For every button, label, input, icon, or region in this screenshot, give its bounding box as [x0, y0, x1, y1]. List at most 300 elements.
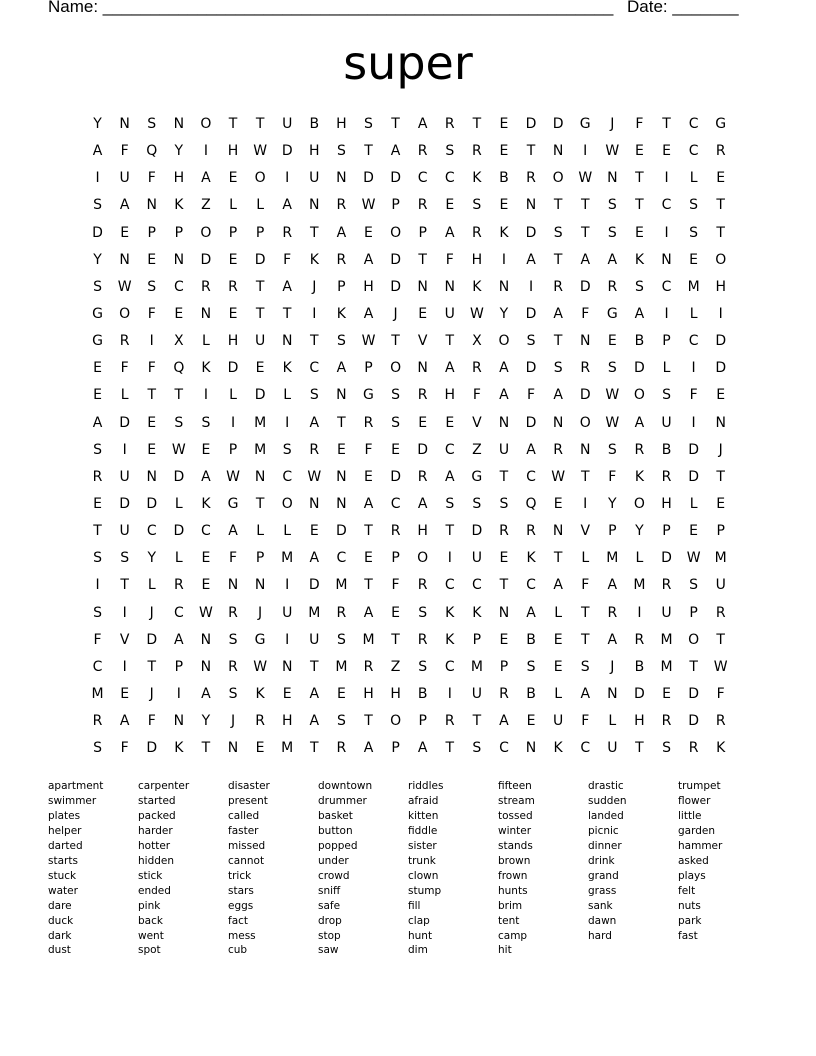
word-item: crowd: [318, 869, 350, 882]
grid-letter: I: [95, 577, 100, 594]
grid-letter: N: [173, 116, 185, 132]
grid-letter: T: [147, 658, 157, 675]
grid-letter: I: [528, 278, 534, 295]
grid-letter: D: [634, 685, 645, 702]
grid-letter: K: [201, 495, 211, 512]
grid-letter: T: [445, 523, 455, 540]
word-item: clap: [408, 914, 430, 927]
word-item: nuts: [678, 899, 701, 912]
grid-letter: T: [580, 197, 590, 214]
grid-letter: E: [93, 360, 102, 377]
grid-row: [84, 168, 734, 195]
grid-letter: D: [552, 116, 564, 132]
grid-letter: P: [391, 740, 400, 757]
grid-letter: R: [444, 713, 455, 730]
grid-letter: S: [418, 658, 428, 675]
grid-letter: U: [119, 523, 130, 540]
grid-letter: A: [309, 414, 320, 431]
grid-letter: T: [580, 224, 590, 241]
grid-letter: R: [255, 713, 265, 730]
grid-letter: I: [203, 387, 208, 404]
grid-letter: F: [147, 170, 156, 187]
grid-letter: N: [607, 170, 618, 187]
grid-letter: E: [93, 495, 102, 512]
grid-letter: C: [201, 523, 211, 540]
grid-letter: K: [553, 740, 563, 757]
grid-letter: U: [119, 468, 130, 485]
grid-letter: R: [580, 360, 591, 377]
grid-letter: G: [92, 333, 103, 350]
grid-letter: M: [335, 658, 348, 675]
grid-letter: T: [553, 197, 563, 214]
grid-letter: T: [364, 577, 373, 594]
grid-letter: T: [364, 143, 373, 160]
grid-letter: D: [390, 468, 401, 485]
grid-letter: L: [174, 495, 183, 512]
grid-letter: S: [391, 387, 401, 404]
grid-letter: A: [444, 468, 455, 485]
grid-letter: D: [525, 414, 537, 431]
grid-letter: S: [689, 197, 699, 214]
grid-letter: A: [92, 143, 103, 160]
grid-letter: O: [417, 550, 429, 567]
grid-letter: U: [471, 550, 482, 567]
grid-letter: B: [634, 333, 645, 350]
grid-letter: O: [200, 224, 212, 241]
grid-row: [84, 331, 734, 358]
grid-letter: M: [335, 577, 348, 594]
grid-row: [84, 657, 734, 684]
grid-letter: R: [471, 224, 482, 241]
grid-letter: I: [691, 414, 696, 431]
grid-letter: A: [499, 387, 509, 404]
word-item: back: [138, 914, 163, 927]
grid-letter: D: [688, 468, 699, 485]
grid-letter: N: [119, 116, 130, 132]
grid-letter: E: [391, 441, 400, 458]
grid-letter: A: [92, 414, 103, 431]
grid-letter: D: [146, 740, 158, 757]
grid-letter: N: [227, 577, 239, 594]
page-title: super: [343, 36, 473, 90]
grid-letter: K: [336, 305, 346, 322]
grid-letter: C: [444, 170, 455, 187]
word-item: brim: [498, 899, 523, 912]
grid-letter: T: [472, 116, 482, 132]
grid-letter: C: [661, 197, 672, 214]
grid-letter: V: [417, 333, 428, 350]
grid-letter: A: [282, 197, 292, 214]
grid-letter: L: [608, 713, 617, 730]
grid-letter: E: [120, 685, 130, 702]
word-item: plates: [48, 809, 81, 822]
grid-letter: D: [363, 170, 374, 187]
word-column: [228, 779, 318, 958]
grid-letter: H: [661, 495, 672, 512]
grid-letter: D: [715, 360, 727, 377]
grid-letter: C: [92, 658, 103, 675]
grid-letter: Z: [390, 658, 401, 675]
grid-letter: A: [607, 631, 618, 648]
grid-letter: P: [472, 631, 482, 648]
grid-letter: T: [526, 143, 536, 160]
grid-letter: E: [336, 441, 346, 458]
grid-letter: E: [553, 658, 563, 675]
grid-letter: L: [147, 577, 156, 594]
grid-letter: E: [499, 631, 509, 648]
grid-letter: P: [662, 523, 671, 540]
grid-letter: R: [417, 197, 428, 214]
grid-letter: F: [716, 685, 725, 702]
grid-letter: I: [583, 143, 588, 160]
grid-letter: M: [714, 550, 727, 567]
grid-letter: D: [688, 713, 699, 730]
word-item: clown: [408, 869, 439, 882]
grid-letter: W: [307, 468, 322, 485]
grid-letter: R: [471, 143, 482, 160]
word-item: under: [318, 854, 349, 867]
grid-letter: S: [607, 197, 617, 214]
grid-letter: S: [607, 224, 617, 241]
grid-letter: K: [255, 685, 265, 702]
grid-letter: E: [147, 414, 157, 431]
grid-letter: L: [229, 197, 237, 214]
grid-letter: L: [229, 387, 237, 404]
word-item: pink: [138, 899, 161, 912]
grid-letter: R: [444, 116, 455, 132]
grid-letter: T: [255, 278, 265, 295]
grid-letter: Y: [201, 713, 211, 730]
grid-letter: S: [364, 116, 373, 132]
grid-letter: C: [580, 740, 591, 757]
grid-letter: P: [228, 441, 238, 458]
grid-letter: U: [254, 333, 266, 350]
word-column: [408, 779, 498, 958]
word-item: cub: [228, 944, 248, 957]
grid-letter: K: [309, 251, 319, 268]
grid-letter: N: [715, 414, 726, 431]
grid-letter: E: [445, 414, 455, 431]
grid-letter: A: [282, 278, 292, 295]
grid-letter: O: [688, 631, 700, 648]
grid-letter: R: [417, 631, 428, 648]
grid-letter: S: [662, 387, 671, 404]
grid-letter: E: [391, 604, 400, 621]
grid-letter: Y: [93, 251, 102, 268]
word-item: hunt: [408, 929, 433, 942]
word-item: duck: [48, 914, 74, 927]
grid-letter: C: [471, 577, 482, 594]
grid-letter: S: [93, 604, 102, 621]
grid-letter: H: [634, 713, 645, 730]
grid-letter: S: [201, 414, 211, 431]
grid-letter: L: [554, 685, 563, 702]
grid-letter: X: [472, 333, 482, 350]
grid-letter: E: [634, 224, 644, 241]
grid-letter: E: [93, 387, 102, 404]
grid-letter: G: [579, 116, 591, 132]
grid-letter: X: [174, 333, 184, 350]
grid-letter: N: [254, 577, 266, 594]
grid-letter: E: [689, 523, 699, 540]
grid-letter: E: [255, 740, 265, 757]
grid-letter: P: [716, 523, 725, 540]
grid-letter: F: [147, 360, 156, 377]
grid-row: [84, 467, 734, 494]
grid-letter: S: [553, 360, 563, 377]
grid-letter: S: [120, 550, 130, 567]
grid-letter: J: [149, 604, 154, 621]
grid-letter: P: [255, 224, 265, 241]
grid-letter: S: [499, 495, 509, 512]
grid-letter: K: [472, 170, 482, 187]
word-item: stands: [498, 839, 533, 852]
grid-letter: N: [281, 658, 293, 675]
grid-letter: F: [228, 550, 238, 567]
word-item: hunts: [498, 884, 528, 897]
word-item: spot: [138, 944, 161, 957]
grid-letter: B: [526, 631, 536, 648]
grid-letter: I: [664, 170, 669, 187]
grid-letter: J: [312, 278, 317, 295]
grid-letter: W: [117, 278, 132, 295]
word-item: stop: [318, 929, 341, 942]
grid-letter: W: [551, 468, 566, 485]
grid-letter: W: [686, 550, 701, 567]
grid-letter: T: [255, 305, 265, 322]
grid-letter: S: [147, 116, 157, 132]
grid-letter: M: [362, 631, 375, 648]
grid-letter: I: [285, 631, 290, 648]
grid-letter: E: [120, 224, 130, 241]
grid-letter: U: [282, 604, 293, 621]
word-item: sudden: [588, 794, 627, 807]
grid-letter: A: [363, 604, 374, 621]
word-item: dark: [48, 929, 72, 942]
grid-letter: S: [93, 197, 102, 214]
grid-letter: R: [228, 604, 238, 621]
grid-letter: B: [499, 170, 509, 187]
grid-letter: N: [498, 414, 510, 431]
grid-letter: F: [635, 116, 644, 132]
grid-letter: P: [418, 224, 427, 241]
grid-letter: K: [499, 224, 509, 241]
grid-letter: R: [499, 523, 509, 540]
grid-letter: N: [173, 251, 185, 268]
grid-letter: E: [364, 550, 373, 567]
grid-letter: D: [254, 251, 266, 268]
grid-letter: K: [472, 278, 482, 295]
grid-letter: M: [660, 631, 673, 648]
grid-row: [84, 413, 734, 440]
word-item: dust: [48, 944, 71, 957]
word-column: [588, 779, 678, 958]
grid-letter: A: [607, 251, 618, 268]
grid-letter: D: [281, 143, 293, 160]
grid-row: [84, 440, 734, 467]
grid-letter: L: [689, 305, 698, 322]
grid-letter: P: [228, 224, 238, 241]
grid-letter: N: [173, 713, 185, 730]
grid-letter: R: [92, 713, 103, 730]
word-item: safe: [318, 899, 341, 912]
grid-row: [84, 738, 734, 765]
grid-letter: B: [661, 441, 672, 458]
grid-row: [84, 385, 734, 412]
grid-letter: U: [444, 305, 455, 322]
grid-letter: I: [583, 495, 588, 512]
grid-letter: S: [336, 143, 346, 160]
grid-letter: R: [363, 658, 374, 675]
word-item: drop: [318, 914, 342, 927]
grid-letter: I: [95, 170, 100, 187]
grid-letter: T: [689, 658, 698, 675]
grid-letter: T: [310, 658, 319, 675]
grid-letter: L: [174, 550, 183, 567]
grid-letter: T: [553, 251, 563, 268]
grid-letter: A: [228, 523, 238, 540]
word-item: water: [48, 884, 78, 897]
grid-letter: A: [363, 740, 374, 757]
grid-letter: S: [634, 278, 644, 295]
grid-letter: T: [337, 414, 346, 431]
grid-letter: Z: [472, 441, 482, 458]
word-item: trunk: [408, 854, 436, 867]
grid-letter: D: [390, 251, 401, 268]
grid-letter: T: [445, 740, 455, 757]
grid-letter: I: [230, 414, 236, 431]
grid-letter: L: [202, 333, 210, 350]
grid-letter: A: [553, 305, 563, 322]
grid-letter: N: [146, 468, 157, 485]
grid-letter: Y: [93, 116, 102, 132]
grid-letter: D: [173, 523, 185, 540]
grid-letter: D: [634, 360, 645, 377]
grid-letter: H: [363, 278, 374, 295]
grid-letter: L: [581, 550, 590, 567]
grid-letter: S: [472, 197, 482, 214]
grid-letter: K: [201, 360, 211, 377]
grid-letter: Q: [173, 360, 185, 377]
grid-letter: I: [176, 685, 181, 702]
grid-letter: C: [173, 278, 184, 295]
grid-letter: O: [254, 170, 266, 187]
grid-letter: S: [336, 631, 346, 648]
grid-letter: E: [201, 441, 211, 458]
grid-letter: R: [661, 577, 672, 594]
grid-letter: C: [688, 116, 699, 132]
grid-letter: T: [310, 333, 319, 350]
grid-letter: Y: [147, 550, 157, 567]
word-item: darted: [48, 839, 83, 852]
grid-letter: S: [418, 604, 428, 621]
grid-letter: N: [579, 441, 591, 458]
grid-letter: T: [662, 116, 671, 132]
word-item: popped: [318, 839, 358, 852]
grid-letter: N: [607, 685, 618, 702]
grid-letter: D: [308, 577, 320, 594]
grid-letter: S: [336, 333, 346, 350]
grid-letter: G: [363, 387, 374, 404]
grid-letter: U: [661, 604, 672, 621]
grid-letter: W: [469, 305, 484, 322]
grid-letter: D: [119, 495, 131, 512]
grid-letter: S: [336, 713, 346, 730]
grid-letter: A: [363, 305, 374, 322]
grid-letter: T: [580, 631, 590, 648]
grid-letter: V: [472, 414, 482, 431]
grid-letter: T: [499, 468, 509, 485]
grid-letter: D: [390, 170, 401, 187]
grid-letter: F: [120, 143, 129, 160]
grid-letter: W: [253, 658, 268, 675]
grid-letter: R: [688, 740, 699, 757]
grid-letter: E: [716, 495, 726, 512]
grid-letter: N: [661, 251, 672, 268]
grid-letter: D: [525, 360, 537, 377]
grid-letter: C: [688, 143, 699, 160]
grid-letter: U: [607, 740, 618, 757]
grid-letter: A: [580, 251, 591, 268]
grid-letter: N: [309, 197, 320, 214]
grid-letter: C: [309, 360, 320, 377]
grid-letter: F: [445, 251, 454, 268]
grid-letter: K: [634, 251, 645, 268]
grid-letter: U: [282, 116, 293, 132]
grid-letter: I: [664, 224, 669, 241]
word-item: started: [138, 794, 176, 807]
word-item: cannot: [228, 854, 265, 867]
grid-letter: T: [716, 197, 725, 214]
grid-letter: N: [498, 278, 510, 295]
grid-letter: D: [579, 387, 591, 404]
grid-letter: M: [687, 278, 700, 295]
grid-letter: D: [146, 495, 158, 512]
grid-letter: T: [553, 550, 563, 567]
grid-letter: N: [200, 305, 212, 322]
grid-letter: A: [201, 468, 211, 485]
grid-letter: I: [285, 577, 290, 594]
grid-letter: T: [228, 116, 238, 132]
grid-letter: T: [418, 251, 427, 268]
word-item: dare: [48, 899, 72, 912]
grid-letter: U: [661, 414, 672, 431]
grid-letter: P: [499, 658, 509, 675]
grid-letter: I: [501, 251, 507, 268]
grid-letter: R: [228, 658, 238, 675]
grid-row: [84, 250, 734, 277]
grid-letter: T: [282, 305, 292, 322]
grid-letter: T: [391, 631, 400, 648]
grid-letter: I: [122, 441, 127, 458]
grid-letter: H: [227, 143, 239, 160]
grid-letter: E: [174, 305, 184, 322]
grid-letter: C: [444, 658, 455, 675]
word-list: [48, 779, 768, 958]
grid-letter: I: [312, 305, 317, 322]
word-item: dim: [408, 944, 428, 957]
grid-letter: P: [255, 550, 265, 567]
grid-letter: R: [228, 278, 238, 295]
grid-letter: R: [363, 414, 374, 431]
grid-letter: T: [391, 116, 400, 132]
grid-letter: C: [146, 523, 157, 540]
grid-letter: Z: [201, 197, 211, 214]
grid-letter: G: [254, 631, 266, 648]
grid-letter: N: [525, 740, 537, 757]
grid-letter: H: [471, 251, 483, 268]
grid-letter: T: [255, 116, 265, 132]
